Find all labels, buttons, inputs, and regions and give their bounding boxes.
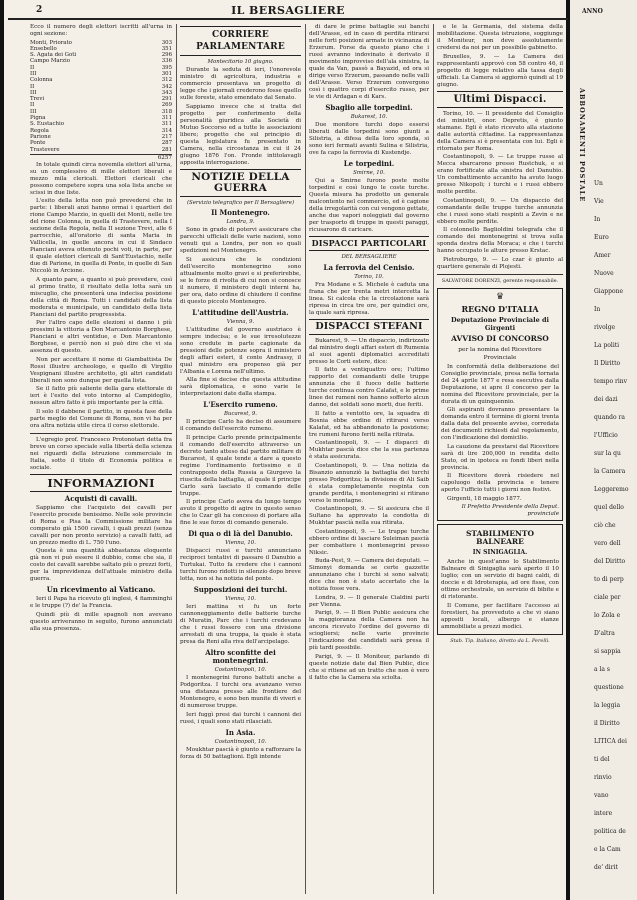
section-count: 314 [161,127,172,134]
paragraph: La cauzione da prestarsi dal Ricevitore sarà di lire 200,000 in rendita dello Stato, od in ipoteca su fondi liberi nella provincia. [441,443,559,471]
strip-line: la Camera [594,468,626,475]
section-name: III [30,70,37,77]
vaticano-article [30,596,172,633]
strip-line: a la s [594,666,610,673]
section-heading: Supposizioni dei turchi. [193,585,288,594]
mobilitazione-article [437,24,563,89]
electors-list [30,40,172,153]
cenisio-dateline: Torino, 10. [354,273,384,280]
elections-article [30,162,172,430]
printer-line: Stab. Tip. Italiano, diretto da L. Perelli. [450,638,550,644]
strip-line: Un [594,180,603,187]
paragraph: Londra, 9. — Il generale Cialdini parti per Vienna. [309,594,429,608]
strip-line: La politi [594,342,620,349]
dateline: Bukarest, 10. [350,114,388,120]
strip-line: vano [594,792,609,799]
paragraph: Costantinopoli, 9. — Si assicura che il Sultano ha approvato la condotta di Mukhtar pascià nella sua ritirata. [309,506,429,526]
column-1 [30,24,172,894]
strip-line: vero dell [594,540,621,547]
strip-line: si sappia [594,648,621,655]
dateline: Smirne, 10. [353,170,385,176]
ad-deputazione: Deputazione Provinciale di Girgenti [450,315,550,332]
paragraph: Ieri fuggì presi dai turchi i cannoni dei russi, i quali sono stati rilasciati. [180,711,301,725]
section-count: 281 [161,146,172,153]
paragraph: Buda-Pest, 9. — Camera dei deputati. — Simonyi domanda se certe gazzette annunziano che i turchi si sono salvati; dice che non è stato accertato che la notizia fosse vera. [309,558,429,592]
col3-sections [309,104,429,234]
section-name: Trastevere [30,146,60,153]
dispacci-particolari-heading: DISPACCI PARTICOLARI [309,236,429,251]
paragraph: Costantinopoli, 9. — Un dispaccio del comandante delle truppe turche annunzia che i russi sono stati respinti a Zevin e ne ebbero molte perdite. [437,197,563,225]
newspaper-title: IL BERSAGLIERE [231,4,345,17]
section-name: Regola [30,127,49,134]
section-count: 311 [161,121,172,128]
section-heading: L'Esercito rumeno. [203,400,278,409]
stefani-article [309,338,429,682]
dateline: Costantinopoli, 10. [214,738,267,745]
section-heading: Sbaglio alle torpedini. [325,103,413,112]
ad-avviso: AVVISO DI CONCORSO [451,333,549,343]
paragraph: Non per accettare il nome di Giambattista De Rossi illustre archeologo, e quello di Virgilio Vespignani illustre architetto, gli altri candidati liberali non sono dunque per quella lista. [30,356,172,384]
paragraph: In conformità della deliberazione del Consiglio provinciale, presa nella tornata del 24 aprile 1877 e resa esecutiva dalla Deputazione, si apre il concorso per la nomina del Ricevitore provinciale, per la durata di un quinquennio. [441,363,559,405]
paragraph: Parigi, 9. — Il Bien Public assicura che la maggioranza della Camera non ha ancora ricevuto l'ordine del governo di sciogliersi; nelle varie provincie l'indicazione dei candidati sarà presa il più tardi possibile. [309,610,429,651]
section-name: III [30,108,37,115]
paragraph: Durante la seduta di ieri, l'onorevole ministro di agricoltura, industria e commercio presentava un progetto di legge che i giornali crederono fosse quello sulle foreste, stato emendato dal Senato. [180,67,301,101]
strip-line: l'Ufficio [594,432,618,439]
strip-line: politica de [594,828,626,835]
strip-line: Giappone [594,288,623,295]
paragraph: L'esito della lotta non può prevedersi che in parte: i liberali anzi hanno ormai i quartieri del rione Campo Marzio, in quelli dei Monti, nelle tre del rione Colonna, in quella di Trastevere, nella I sezione della Regola, nella II sezione Trevi, alle 6 parrocchie, all'oratorio di santa Maria in Vallicella, in quelle ancora in cui il Sindaco Pianciani aveva ottenuto pochi voti, in parte, per il quale elettori clericali di Sant'Eustachio, nelle due di Parione, in quella di Ponte, in quelle di San Niccolò in Arcione. [30,198,172,275]
next-page-anno: ANNO [582,8,603,15]
next-page-strip [570,0,637,900]
ultimi-article [437,111,563,271]
paragraph: Il fatto a ventotto ore, la squadra di Bosnia ebbe ordine di ritirarsi verso Kalafat, ed ha abbandonato la posizione; tre rumeni furono feriti nella ritirata. [309,410,429,438]
paragraph: Qui a Smirne furono poste molte torpedini e così lungo le coste turche. Questa misura ha prodotto un generale malcontento nel commercio, ed è cagione della irregolarità con cui vengono gettate, anche due vapori noleggiati dal governo per trasporto di truppe in questi paraggi, ricusarono di caricare. [309,178,429,233]
section-count: 351 [161,45,172,52]
section-count: 217 [161,133,172,140]
section-count: 303 [161,39,172,46]
paragraph: Gli aspiranti dovranno presentare la domanda entro il termine di giorni trenta dalla data del presente avviso, corredata dei documenti richiesti dal regolamento, con l'indicazione del domicilio. [441,407,559,441]
strip-line: In [594,306,601,313]
strip-line: Il Diritto [594,360,621,367]
paragraph: Costantinopoli, 9. — I dispacci di Mukhtar pascià dice che la sua partenza è stata assicurata. [309,440,429,460]
strip-line: e la Cam [594,846,621,853]
paragraph: Ieri il Papa ha ricevuto gli inglesi, 4 fiamminghi e le truppe (?) de' la Francia. [30,596,172,610]
section-name: Ponte [30,140,46,147]
paragraph: I montenegrini furono battuti anche a Podgoritza. I turchi ora avanzano verso una distanza presso alle frontiere del Montenegro, e sono ben munite di viveri e di numerose truppe. [180,675,301,709]
cavalli-subheading: Acquisti di cavalli. [64,493,138,503]
divider [437,274,563,275]
section-heading: In Asia. [225,727,256,737]
strip-line: del Diritto [594,558,626,565]
paragraph: Anche in quest'anno lo Stabilimento Balneare di Sinigaglia sarà aperto il 10 luglio; con un servizio di bagni caldi, di doccie e di Idroterapia, ad ore fisse, con ottimo orchestrale, un servizio di bibite e di ristorante. [441,559,559,600]
guerra-sections [180,209,301,761]
strip-line: sur la qu [594,450,621,457]
section-count: 291 [161,96,172,103]
dispacci-particolari-sub: DEL BERSAGLIERE [341,254,397,260]
section-heading: L'attitudine dell'Austria. [192,307,289,317]
paragraph: Parigi, 9. — Il Moniteur, parlando di queste notizie date dal Bien Public, dice che si ritiene ad un tratto che non è vero il fatto che la Camera sia sciolta. [309,653,429,681]
paragraph: Girgenti, 18 maggio 1877. [447,495,522,502]
strip-line: Nuove [594,270,614,277]
paragraph: In totale quindi circa novemila elettori all'urna, su un complessivo di mille elettori liberali e mezzo mila clericali. Elettori clericali che possono competere sopra una sola lista anche se scissi in due liste. [30,161,172,196]
corriere-dateline: Montecitorio 10 giugno. [207,59,274,65]
page-number: 2 [36,5,43,15]
paragraph: Fra Modane e S. Michele è caduta una frana che per trenta metri intercetta la linea. Si calcola che la circolazione sarà ripresa in circa tre ore, per quindici ore, la quale sarà ripresa. [309,281,429,316]
paragraph: Quindi più di mille spagnoli non avevano questo arriveranno in seguito, furono annunciati alla sua presenza. [30,611,172,632]
section-count: 318 [161,108,172,115]
section-heading: Di qua o di là del Danubio. [188,529,293,538]
section-name: Pigna [30,115,46,122]
strip-line: questione [594,684,624,691]
paragraph: Il principe Carlo ha deciso di assumere il comando dell'esercito rumeno. [180,419,301,432]
cenisio-subheading: La ferrovia del Cenisio. [323,262,415,272]
paragraph: Il colonnello Baglioldini telegrafa che il comando dei montenegrini si trova sulla sponda destra della Moraca; e che i turchi hanno occupato le alture presso Krstac. [437,227,563,254]
erzerum-article [309,24,429,101]
paragraph: Alla fine si decise che questa attitudine sarà diplomatica, e sono varie le interpretazioni date dalla stampa. [180,377,301,397]
cenisio-article [309,282,429,317]
section-name: S. Agata dei Goti [30,52,77,59]
section-name: Colonna [30,77,53,84]
column-4 [437,24,563,894]
strip-line: In [594,216,601,223]
strip-line: lo Zola e [594,612,621,619]
electors-intro: Ecco il numero degli elettori iscritti all'urna in ogni sezione: [30,24,172,37]
ultimi-dispacci-heading: Ultimi Dispacci. [437,91,563,108]
section-name: Ensebello [30,45,57,52]
protonotari-note: L'egregio prof. Francesco Protonotari detta fra breve un corso speciale sulla libertà della scienza nei riguardi della istruzione commerciale in Italia, sotto il titolo di Economia politica e sociale. [30,436,172,471]
corriere-article [180,67,301,167]
strip-line: LITICA dei [594,738,627,745]
strip-line: il Diritto [594,720,620,727]
strip-line: Amer [594,252,611,259]
strip-line: tempo rinv [594,378,628,385]
paragraph: Costantinopoli, 9. — Una notizia da Bisanzio annunziò la battaglia dei turchi presso Podgoritza; la divisione di Ali Saib è stata completamente respinta con grande perdita, i montenegrini si ritirano verso le montagne. [309,462,429,504]
section-heading: Altro sconfitte dei montenegrini. [205,648,276,665]
section-name: Campo Marzio [30,58,70,65]
section-name: II [30,102,35,109]
section-count: 301 [161,70,172,77]
section-name: Parione [30,133,51,140]
dispacci-stefani-heading: DISPACCI STEFANI [309,319,429,335]
strip-line: quando ra [594,414,625,421]
balneare-title: STABILIMENTO BALNEARE [465,529,535,546]
section-name: Trevi [30,96,45,103]
vertical-label [576,88,586,328]
balneare-ad [437,524,563,635]
dateline: Vienna, 10. [225,596,256,602]
paragraph: Sono in grado di potervi assicurare che parecchi ufficiali delle varie nazioni, sono venuti qui a Londra, per non so quali spedizioni nel Montenegro. [180,227,301,254]
strip-line: rinvio [594,774,612,781]
strip-line: rivolge [594,324,616,331]
strip-line: Leggeremo [594,486,629,493]
concorso-ad [437,288,563,522]
column-rule-1 [176,24,177,894]
balneare-subtitle: IN SINIGAGLIA. [472,549,528,556]
ad-nomina: per la nomina del Ricevitore Provinciale [458,346,542,361]
paragraph: Bruxelles, 9. — La Camera dei rappresentanti approvò con 58 contro 46, il progetto di legge relativo alla tassa degli ufficiali. La Camera si aggiornò quindi al 19 giugno. [437,53,563,88]
section-count: 343 [161,89,172,96]
dateline: Costantinopoli, 10. [214,667,267,673]
section-count: 311 [161,115,172,122]
paragraph: L'attitudine del governo austriaco è sempre indecisa; e le sue irresolutezze sono credute in parte cagionate da pressioni delle potenze sopra il ministero degli affari esteri, il conte Andrassy, il qual ministro era propenso già per l'Albania e Lorena nell'ultimo. [180,326,301,375]
section-count: 312 [161,77,172,84]
paragraph: Costantinopoli, 9. — Le truppe turche ebbero ordine di lasciare Suleiman pascià per combattere i montenegrini presso Niksic. [309,528,429,556]
section-name: Monti, Priorato [30,39,72,46]
crown-icon: ♛ [495,291,505,302]
paragraph: Due monitore turchi dopo essersi liberati dalle torpedini sono giunti a Silistria, a difesa della loro sponda, si sono ieri fermati avanti Sulina e Silistria, ove fa capo la ferrovia di Kustendje. [309,122,429,156]
strip-line: Vie [594,198,604,205]
paragraph: di dare le prime battaglie sui banchi dell'Arasse, ed in caso di perdita ritirarsi nelle forti posizioni armate in vicinanza di Erzerum. Forse da questo piano che i russi avranno indovinato è derivato il movimento improvviso dell'ala sinistra, la quale da Van, passò a Bayazid, ed ora si dirige verso Erzerum, passando nelle valli dell'Arasse. Verso Erzerum convergono così i quattro corpi d'esercito russo, per le vie di Ardagan e di Kars. [309,24,429,100]
section-count: 287 [161,140,172,147]
paragraph: Ieri mattina vi fu un forte cannoneggiamento delle batterie turche di Muratin, Parc che i turchi credevano che i russi fossero con una divisione arrestati di una truppa, la quale è stata presa da Reni alla riva dell'arcipelago. [180,604,301,645]
strip-line: to di perp [594,576,624,583]
abbonamenti-label: ABBONAMENTI POSTALE [578,88,586,203]
informazioni-heading: INFORMAZIONI [30,474,172,492]
paragraph: e le la Germania, del sistema della mobilitazione. Questa istruzione, soggiunge il Moniteur, non deve assolutamente credersi da noi per un possibile gabinetto. [437,24,563,51]
column-2 [180,24,301,894]
ad-body [441,364,559,503]
section-count: 342 [161,83,172,90]
paragraph: Il Comune, per facilitare l'accesso ai forestieri, ha provveduto a che vi siano appositi locali, albergo e stanze ammobiliate a prezzi modici. [441,602,559,630]
vaticano-subheading: Un ricevimento al Vaticano. [46,585,156,595]
paragraph: Il Ricevitore dovrà risiedere nel capoluogo della provincia e tenere aperto l'ufficio tutti i giorni non festivi. [441,473,559,493]
electors-total: 6257 [30,154,172,162]
dateline: Bucarest, 9. [224,411,257,417]
column-rule-2 [305,24,306,894]
strip-line: ti del [594,756,610,763]
dateline: Vienna, 9. [226,318,255,325]
paragraph: Moukhtar pascià è giunto a rafforzare la forza di 50 battaglioni. Egli intende [180,746,301,760]
strip-line: ciò che [594,522,616,529]
strip-line: ciale per [594,594,621,601]
ad-signature: Il Prefetto Presidente della Deput. provinciale [461,504,559,517]
paragraph: Per l'altro capo delle elezioni si danno i più prossimi la vittoria a Don Marcantonio Borghese, Pianciani e altri ventidue, e Don Marcantonio Borghese, e perciò non si può dire che vi sia assenza di questo. [30,320,172,355]
section-name: II [30,64,35,71]
strip-line: la leggia [594,702,621,709]
paragraph: Sappiamo invece che si tratta del progetto per conferimento della personalità giuridica alla Società di Mutuo Soccorso ed a tutte le associazioni libere; progetto che sul principio di questa legislatura fu presentato in Camera, nella circostanza in cui il 24 giugno 1876 l'on. Fronde intitolavagli apposita interrogazione. [180,103,301,166]
paragraph: Dispacci russi e turchi annunciano reciproci tentativi di passare il Danubio a Turtukai. Tutto fa credere che i cannoni turchi furono ridotti in silenzio dopo breve lotta, non si ha notizia del ponte. [180,548,301,582]
list-item [30,147,172,153]
strip-line: intere [594,810,613,817]
paragraph: Si assicura che le condizioni dell'esercito montenegrino sono attualmente molto gravi e si preferirebbe, se le forze di rivolta di cui non si conosce il numero, il ministero degli interni ha, per ora, dato ordine di chiudere il confine di questo piccolo Montenegro. [180,256,301,305]
section-name: S. Eustachio [30,121,64,128]
paragraph: A quanto pare, a quanto si può prevedere, così al primo tratto, il risultato della lotta sarà un miscuglio, che presenterà una indecisa posizione della città di Roma. Tutti i candidati della lista moderata e municipale, un candidato della lista Pianciani del partito progressista. [30,276,172,318]
section-count: 269 [161,102,172,109]
section-heading: Il Montenegro. [211,208,270,217]
paragraph: Costantinopoli, 9. — Le truppe russe al Mecca sbarcarono presso Rustchuk, e si erano fortificate alla sinistra del Danubio. Un combattimento accanito ha avuto luogo presso Nikopoli; i turchi e i russi ebbero molte perdite. [437,154,563,195]
strip-line: quel dello [594,504,624,511]
gerente-signature: SALVATORE DORENZI, gerente responsabile. [441,277,559,284]
paragraph: Il solo il dabbene il partito, in questa fase della parte meglio del Comune di Roma, non vi ha per ora altra notizia utile circa il corso elettorale. [30,408,172,429]
paragraph: Sappiamo che l'acquisto dei cavalli per l'esercito procede benissimo. Nelle sole provincie di Roma e Pisa la Commissione militare ha comperato già 1500 cavalli, i quali prezzi (senza cavalli per non pronto servizio) a cavalli fatti, ad un prezzo medio di L. 750 l'uno. [30,504,172,546]
section-name: III [30,89,37,96]
column-3 [309,24,429,894]
corriere-heading: CORRIERE PARLAMENTARE [180,26,301,56]
column-rule-3 [433,24,434,894]
dateline: Londra, 9. [226,219,255,225]
section-count: 336 [161,58,172,65]
masthead [8,4,568,20]
strip-line: dei dazi [594,396,618,403]
paragraph: Torino, 10. — Il presidente del Consiglio dei ministri, onor. Depretis, è giunto stamane. Egli è stato ricevuto alla stazione dalle autorità cittadine. La rappresentanza della Camera si è presentata con lui. Egli è ritornato per Roma. [437,110,563,152]
dateline: Vienna, 10. [225,540,256,546]
paragraph: Pietroburgo, 9. — Lo czar è giunto al quartiere generale di Plojesti. [437,256,563,270]
paragraph: Se il fatto più saliente della gara elettorale di ieri è l'esito del voto intorno al Campidoglio, nessun altro fatto è più importante per la città. [30,386,172,407]
strip-line: de' dirit [594,864,618,871]
guerra-subheading: (Servizio telegrafico per Il Bersagliere) [186,199,295,206]
paragraph: Bukarest, 9. — Un dispaccio, indirizzato dal ministro degli affari esteri di Rumenia al suoi agenti diplomatici accreditati presso le Corti estere, dice: [309,337,429,365]
left-page-edge [0,0,4,900]
ad-regno: REGNO D'ITALIA [461,303,539,314]
paragraph: Il fatto a ventiquattro ore; l'ultimo rapporto dei comandanti delle truppe annunzia che il fuoco delle batterie turche continua contro Calafat, e le prime linee dei rumeni non hanno sofferto alcun danno, dei soldati sono morti, due feriti. [309,367,429,408]
strip-line: D'altra [594,630,615,637]
section-count: 296 [161,52,172,59]
guerra-heading: NOTIZIE DELLA GUERRA [180,169,301,197]
section-name: II [30,83,35,90]
section-heading: Le torpedini. [343,159,395,168]
balneare-body [441,559,559,631]
strip-line: Euro [594,234,609,241]
paragraph: Il principe Carlo aveva da lungo tempo avuto il progetto di agire in questo senso che lo Czar gli ha concesso di portare alla fine le sue forze di comando generale. [180,499,301,526]
divider [30,433,172,434]
paragraph: Questa è una quantità abbastanza eloquente già non vi può essere il dubbio, come che sia, il costo dei cavalli sarebbe saltato più o prezzi forti, per la imprevidenza dell'attuale ministro della guerra. [30,548,172,583]
cavalli-article [30,505,172,584]
paragraph: Il principe Carlo prende principalmente il comando dell'esercito attraverso un decreto tanto atteso dal partito militare di Bucarest, il quale tende a dare a questo regime l'ordinamento fortissimo e il contrapposto della Russia a Giurgevo la riuscita della battaglia, al quale il principe Carlo sarà lasciato il comando delle truppe. [180,434,301,497]
section-count: 395 [161,64,172,71]
